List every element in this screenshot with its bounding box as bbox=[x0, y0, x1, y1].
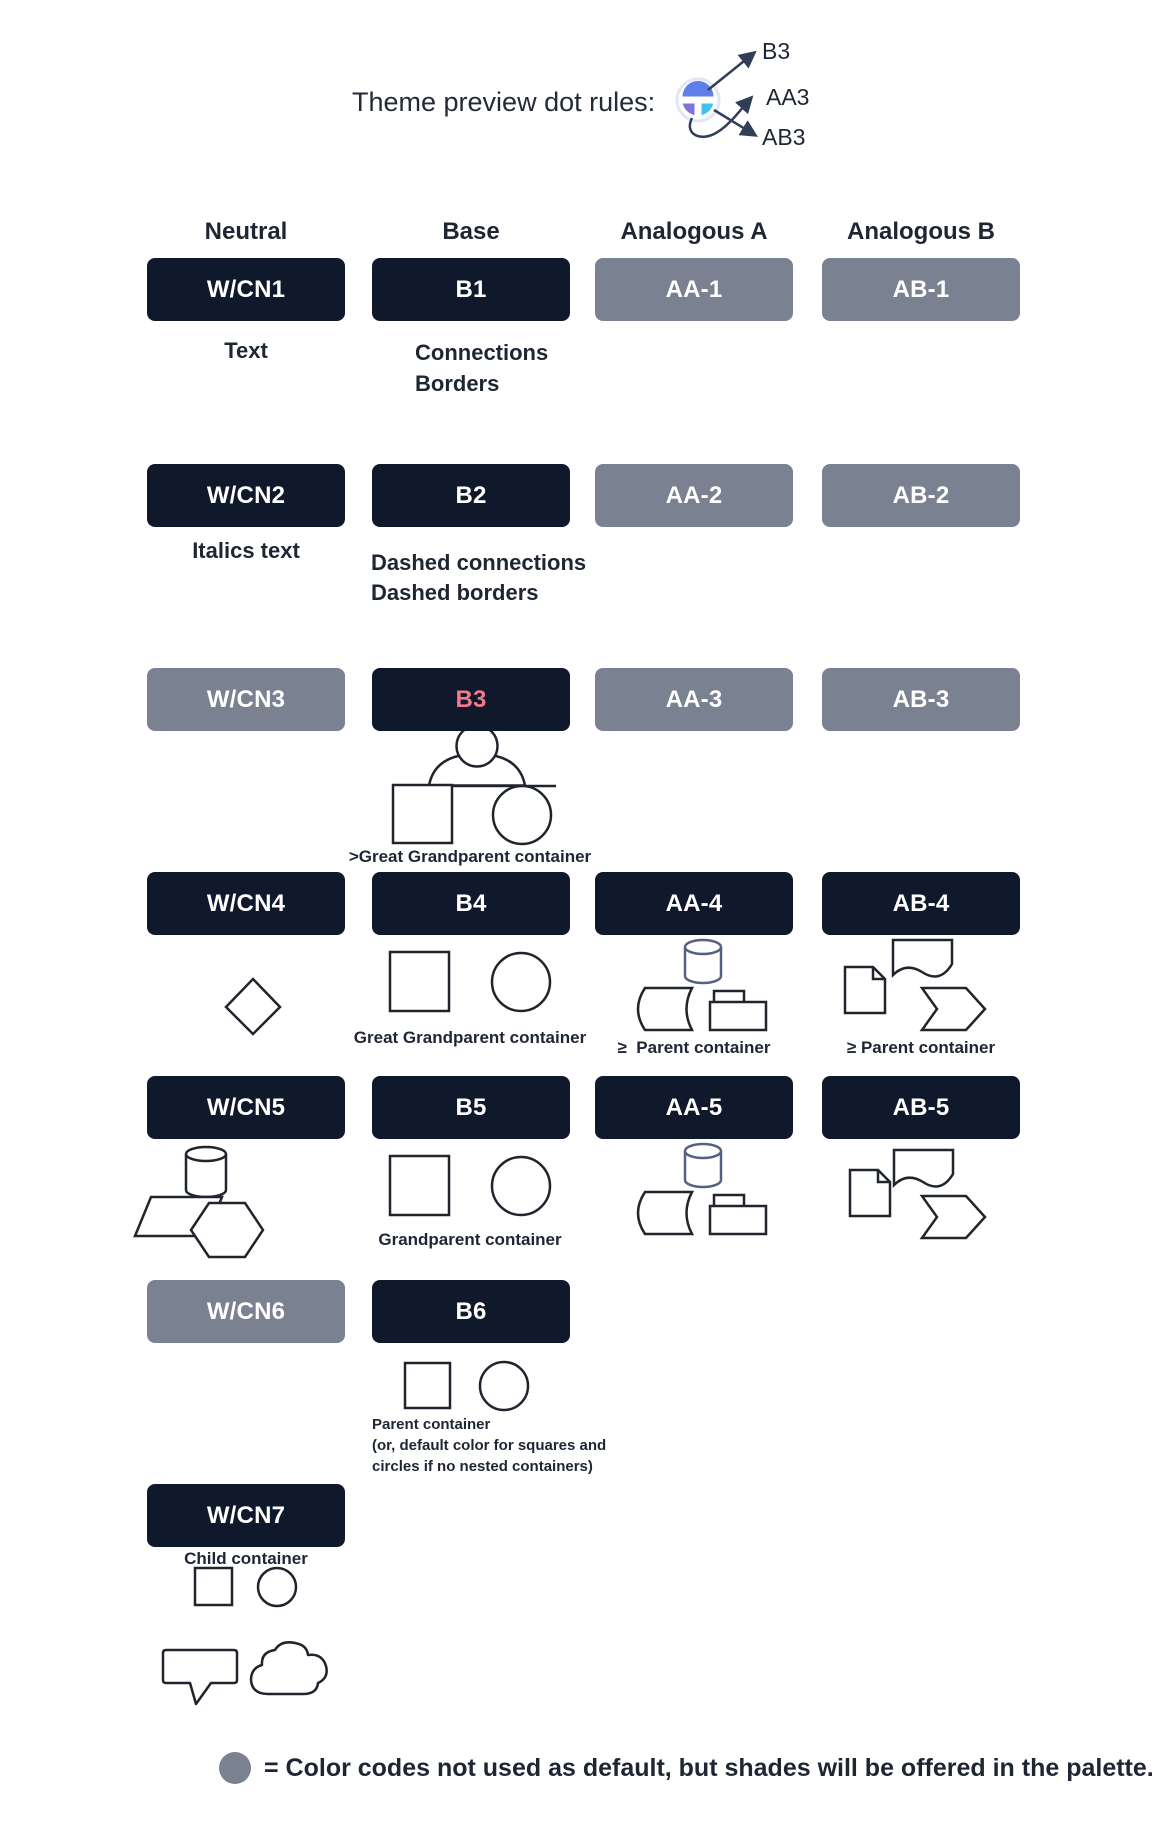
tabbed-rectangle-shape bbox=[710, 1002, 766, 1030]
hexagon-shape bbox=[191, 1203, 263, 1257]
arrow-to-ab3 bbox=[714, 110, 755, 135]
dot-label-ab3: AB3 bbox=[762, 124, 806, 150]
tab-shape bbox=[714, 1195, 744, 1207]
caption-great-grandparent-gt: >Great Grandparent container bbox=[348, 847, 592, 866]
b6-shape-cluster bbox=[405, 1362, 528, 1410]
dot-rule-arrows bbox=[690, 53, 755, 137]
swatch-label: AA-4 bbox=[665, 889, 723, 917]
caption-parent-container-note2: circles if no nested containers) bbox=[372, 1458, 593, 1475]
column-header-analogous-b: Analogous B bbox=[847, 218, 995, 245]
swatch-label: B3 bbox=[455, 685, 487, 713]
square-shape bbox=[390, 1156, 449, 1215]
circle-shape bbox=[493, 786, 551, 844]
dot-segment-base bbox=[683, 81, 714, 97]
swatch-aa3 bbox=[595, 668, 793, 731]
swatch-label: B6 bbox=[455, 1297, 487, 1325]
swatch-label: AB-1 bbox=[892, 275, 950, 303]
swatch-b5 bbox=[372, 1076, 570, 1139]
speech-bubble-shape bbox=[163, 1650, 237, 1704]
column-header-base: Base bbox=[442, 218, 500, 245]
aa5-shape-cluster bbox=[638, 1144, 766, 1234]
swatch-aa2 bbox=[595, 464, 793, 527]
cloud-shape bbox=[251, 1642, 327, 1694]
stored-data-shape bbox=[638, 988, 692, 1030]
swatch-b2 bbox=[372, 464, 570, 527]
tabbed-rectangle-shape bbox=[710, 1206, 766, 1234]
circle-shape bbox=[258, 1568, 296, 1606]
column-header-neutral: Neutral bbox=[204, 218, 288, 245]
b3-shape-cluster bbox=[393, 726, 556, 845]
swatch-wcn2 bbox=[147, 464, 345, 527]
caption-parent-container: Parent container bbox=[372, 1416, 491, 1433]
swatch-label: AA-5 bbox=[665, 1093, 723, 1121]
cylinder-shape bbox=[685, 1151, 721, 1187]
dot-label-b3: B3 bbox=[762, 38, 791, 64]
swatch-b1 bbox=[372, 258, 570, 321]
column-header-analogous-a: Analogous A bbox=[620, 218, 768, 245]
b5-shape-cluster bbox=[390, 1156, 550, 1215]
caption-ab-parent: ≥ Parent container bbox=[846, 1038, 996, 1057]
chevron-arrow-shape bbox=[922, 1196, 985, 1238]
caption-borders: Borders bbox=[415, 371, 500, 396]
circle-shape bbox=[492, 953, 550, 1011]
swatch-label: B2 bbox=[455, 481, 487, 509]
legend-text: = Color codes not used as default, but shades will be offered in the palette. bbox=[264, 1754, 1154, 1782]
tab-shape bbox=[714, 991, 744, 1003]
stored-data-shape bbox=[638, 1192, 692, 1234]
swatch-label: W/CN4 bbox=[206, 889, 286, 917]
swatch-ab3 bbox=[822, 668, 1020, 731]
chevron-arrow-shape bbox=[922, 988, 985, 1030]
swatch-aa1 bbox=[595, 258, 793, 321]
square-shape bbox=[195, 1568, 232, 1605]
caption-grandparent: Grandparent container bbox=[378, 1230, 562, 1249]
swatch-label: W/CN2 bbox=[206, 481, 286, 509]
parallelogram-shape bbox=[135, 1197, 222, 1236]
swatch-ab1 bbox=[822, 258, 1020, 321]
torn-paper-shape bbox=[893, 940, 952, 977]
caption-dashed-borders: Dashed borders bbox=[371, 580, 539, 605]
wcn7-shape-cluster bbox=[163, 1568, 327, 1704]
swatch-wcn5 bbox=[147, 1076, 345, 1139]
swatch-wcn6 bbox=[147, 1280, 345, 1343]
caption-aa-parent: ≥ Parent container bbox=[617, 1038, 771, 1057]
swatch-label: W/CN5 bbox=[206, 1093, 286, 1121]
swatch-wcn4 bbox=[147, 872, 345, 935]
ab4-shape-cluster bbox=[845, 940, 985, 1030]
aa4-shape-cluster bbox=[638, 940, 766, 1030]
caption-italics-text: Italics text bbox=[192, 538, 300, 563]
wcn5-shape-cluster bbox=[135, 1147, 263, 1257]
dot-segment-analogous-a bbox=[702, 104, 714, 116]
theme-preview-dot-icon bbox=[677, 79, 719, 121]
arrow-to-aa3 bbox=[690, 98, 751, 137]
cylinder-top-shape bbox=[186, 1147, 226, 1161]
caption-parent-container-note1: (or, default color for squares and bbox=[372, 1437, 607, 1454]
circle-shape bbox=[480, 1362, 528, 1410]
torn-paper-shape bbox=[894, 1150, 953, 1187]
swatch-b6 bbox=[372, 1280, 570, 1343]
caption-connections: Connections bbox=[415, 340, 549, 365]
document-fold-line bbox=[878, 1170, 890, 1182]
square-shape bbox=[390, 952, 449, 1011]
swatch-b3 bbox=[372, 668, 570, 731]
swatch-label: AB-3 bbox=[892, 685, 950, 713]
swatch-label: W/CN1 bbox=[206, 275, 286, 303]
square-shape bbox=[393, 785, 452, 843]
caption-dashed-connections: Dashed connections bbox=[371, 550, 587, 575]
document-shape bbox=[845, 967, 885, 1013]
swatch-wcn3 bbox=[147, 668, 345, 731]
swatch-label: AA-1 bbox=[665, 275, 723, 303]
swatch-label: AB-4 bbox=[892, 889, 950, 917]
swatch-label: B5 bbox=[455, 1093, 487, 1121]
arrow-to-b3 bbox=[708, 53, 754, 90]
swatch-label: AB-2 bbox=[892, 481, 950, 509]
cylinder-top-shape bbox=[685, 1144, 721, 1158]
b4-shape-cluster bbox=[390, 952, 550, 1011]
cylinder-top-shape bbox=[685, 940, 721, 954]
dot-segment-analogous-b bbox=[683, 104, 695, 116]
legend-dot bbox=[219, 1752, 251, 1784]
document-fold-line bbox=[873, 967, 885, 979]
swatch-label: B4 bbox=[455, 889, 487, 917]
swatch-aa4 bbox=[595, 872, 793, 935]
person-head-shape bbox=[457, 726, 498, 767]
swatch-ab4 bbox=[822, 872, 1020, 935]
cylinder-shape bbox=[186, 1154, 226, 1197]
diamond-shape bbox=[226, 979, 280, 1034]
swatch-label: AB-5 bbox=[892, 1093, 950, 1121]
cylinder-shape bbox=[685, 947, 721, 983]
swatch-label: AA-3 bbox=[665, 685, 723, 713]
dot-label-aa3: AA3 bbox=[766, 84, 810, 110]
caption-text: Text bbox=[224, 338, 268, 363]
swatch-b4 bbox=[372, 872, 570, 935]
swatch-label: W/CN7 bbox=[206, 1501, 286, 1529]
swatch-ab5 bbox=[822, 1076, 1020, 1139]
caption-child-container: Child container bbox=[184, 1549, 308, 1568]
swatch-label: W/CN3 bbox=[206, 685, 286, 713]
swatch-label: B1 bbox=[455, 275, 487, 303]
swatch-label: AA-2 bbox=[665, 481, 723, 509]
swatch-wcn7 bbox=[147, 1484, 345, 1547]
caption-great-grandparent: Great Grandparent container bbox=[353, 1028, 587, 1047]
person-body-shape bbox=[429, 754, 525, 786]
circle-shape bbox=[492, 1157, 550, 1215]
page-title: Theme preview dot rules: bbox=[352, 87, 656, 117]
swatch-aa5 bbox=[595, 1076, 793, 1139]
swatch-wcn1 bbox=[147, 258, 345, 321]
square-shape bbox=[405, 1363, 450, 1408]
document-shape bbox=[850, 1170, 890, 1216]
swatch-ab2 bbox=[822, 464, 1020, 527]
swatch-label: W/CN6 bbox=[206, 1297, 286, 1325]
ab5-shape-cluster bbox=[850, 1150, 985, 1238]
